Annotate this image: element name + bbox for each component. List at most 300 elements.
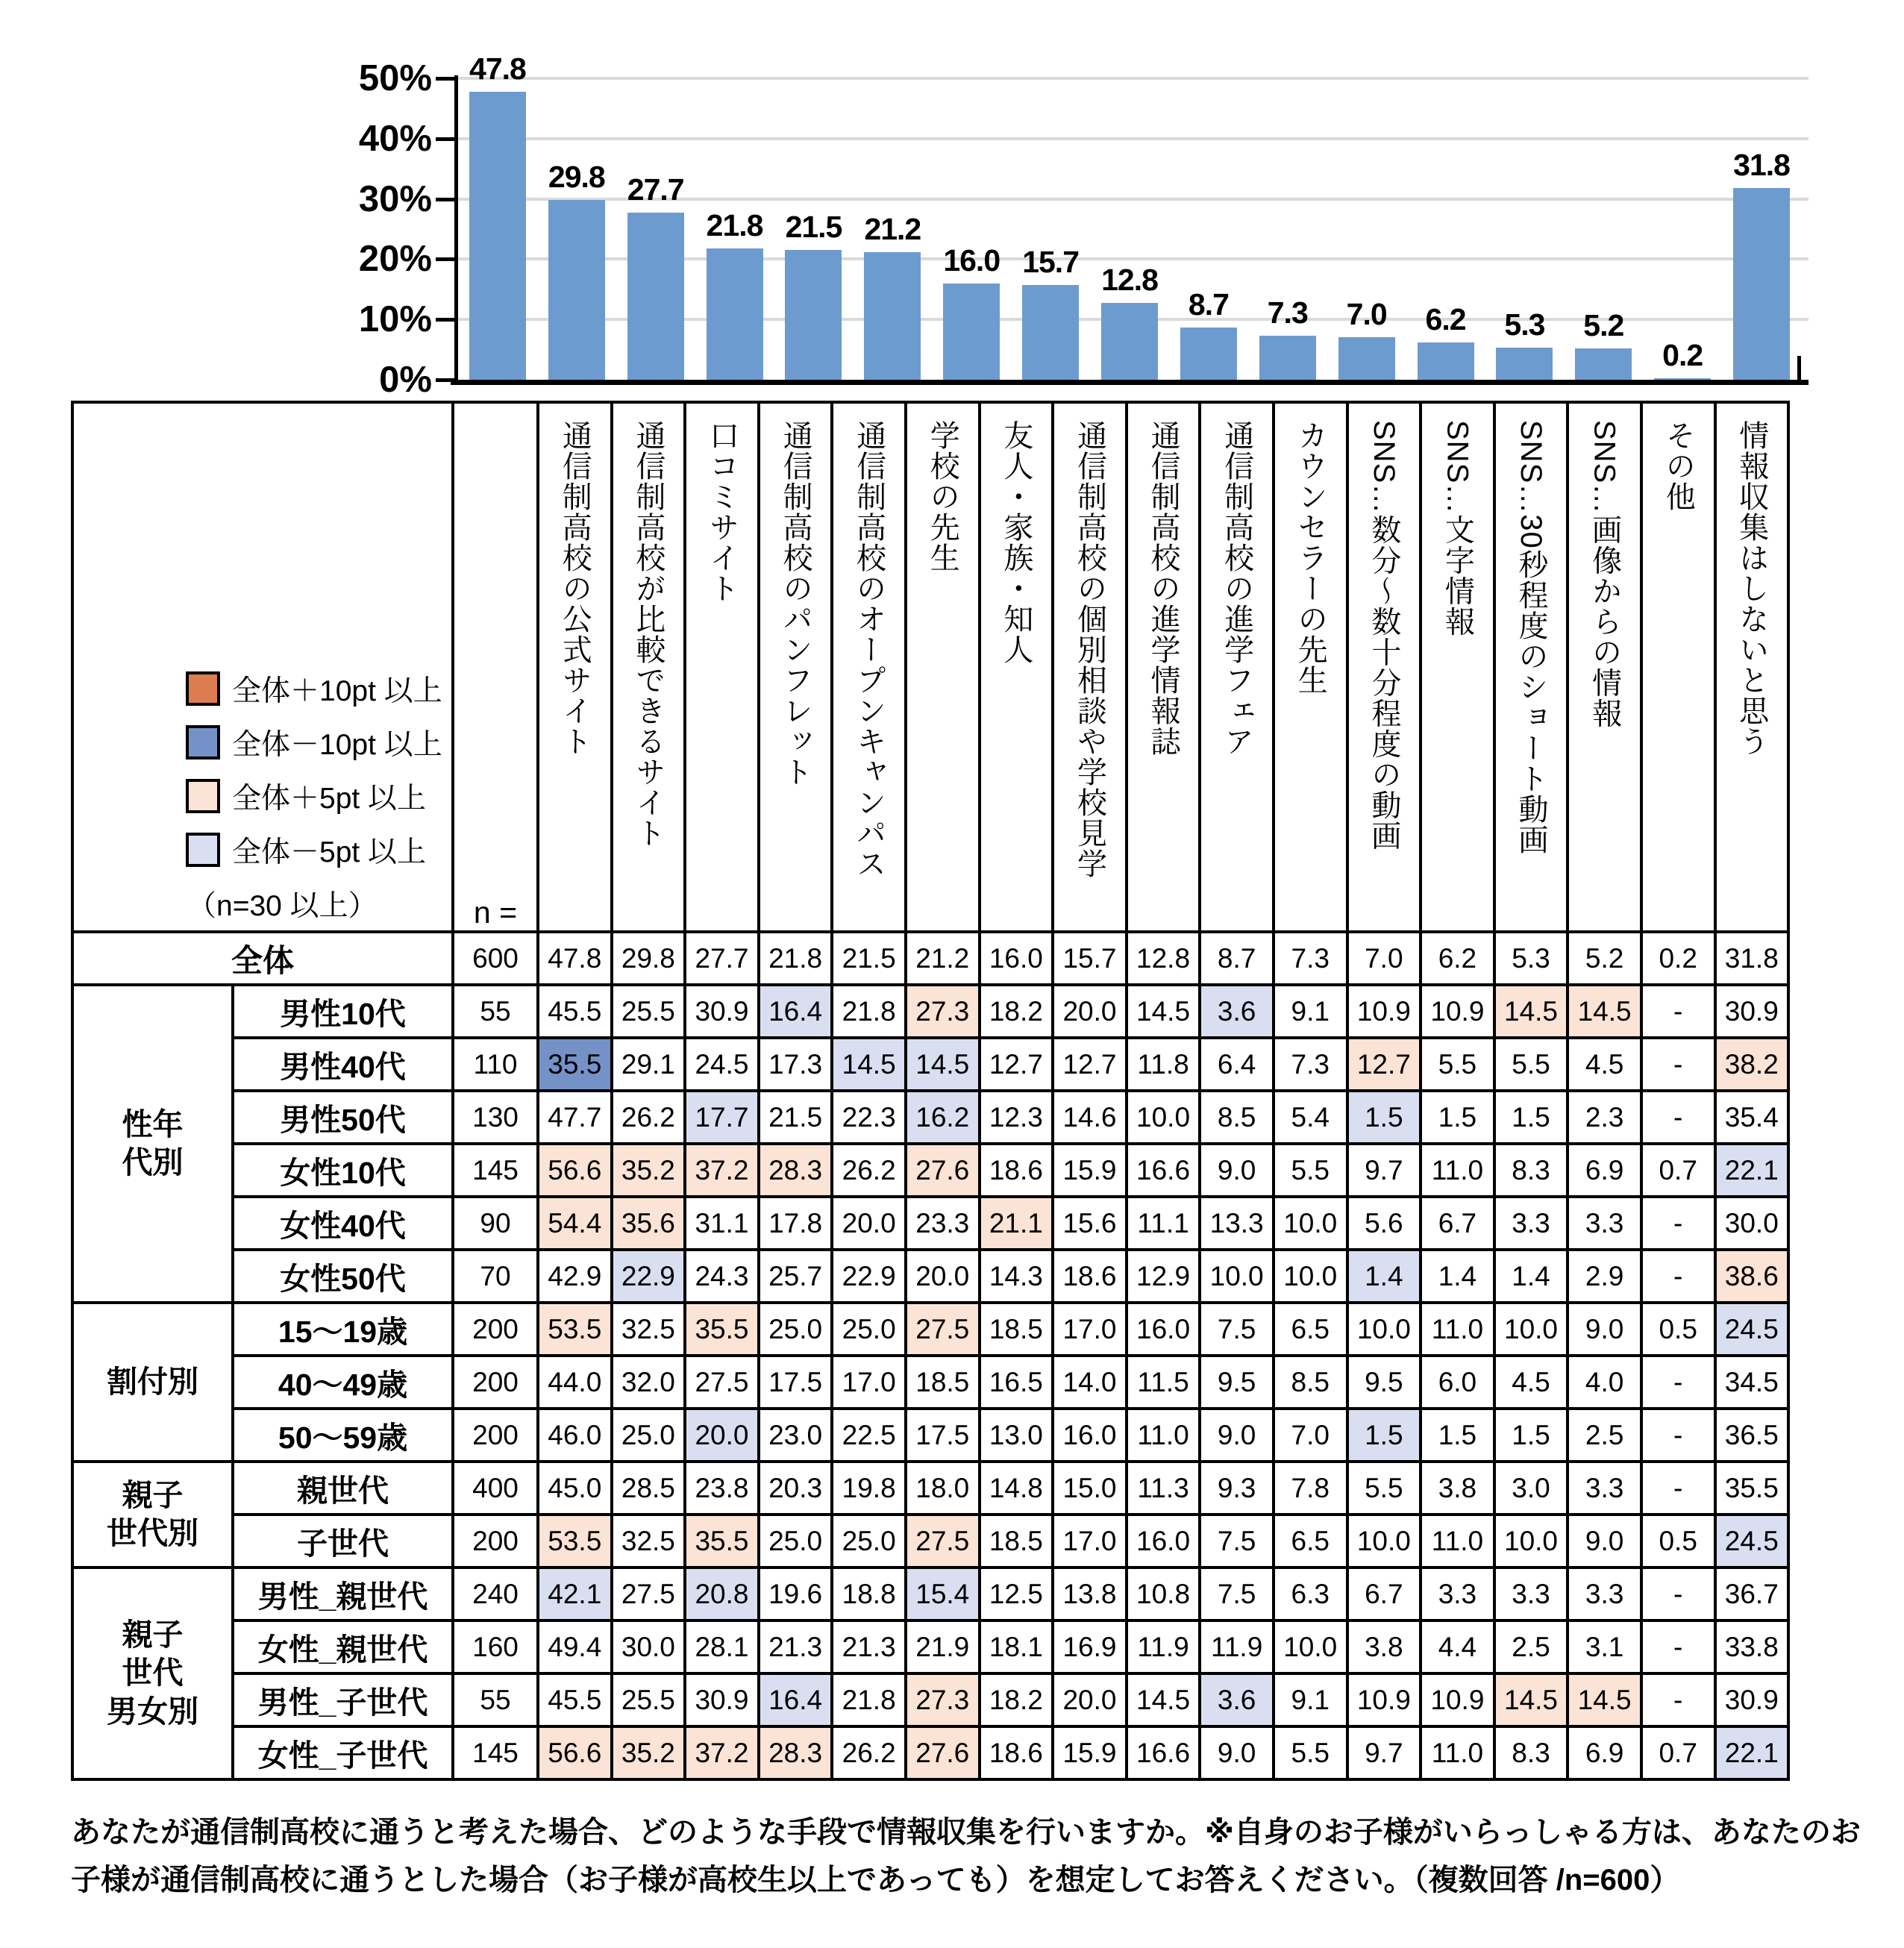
value-cell: 10.9 — [1421, 1673, 1494, 1726]
value-cell: 6.2 — [1421, 932, 1494, 985]
row-label-cell: 男性10代 — [233, 985, 453, 1038]
value-cell: 10.9 — [1347, 1673, 1421, 1726]
value-cell: 47.8 — [538, 932, 612, 985]
y-axis-label: 50% — [358, 58, 432, 98]
value-cell: 25.0 — [612, 1409, 686, 1462]
column-header-text: 友人・家族・知人 — [999, 420, 1033, 665]
value-cell: - — [1641, 1462, 1715, 1515]
n-value-cell: 110 — [453, 1038, 538, 1091]
value-cell: 30.0 — [1715, 1197, 1789, 1250]
bar — [469, 92, 526, 380]
value-cell: 18.8 — [832, 1568, 906, 1620]
value-cell: 35.5 — [685, 1303, 759, 1356]
value-cell: 15.0 — [1053, 1462, 1127, 1515]
bar-value-label: 21.8 — [706, 207, 763, 242]
table-row — [72, 1197, 1788, 1250]
column-header — [538, 402, 612, 932]
column-header-text: カウンセラーの先生 — [1294, 420, 1327, 695]
bar — [1180, 328, 1237, 380]
legend-label: 全体－5pt 以上 — [232, 836, 427, 868]
y-axis-label: 10% — [358, 299, 432, 340]
value-cell: 23.8 — [685, 1462, 759, 1515]
value-cell: - — [1641, 1197, 1715, 1250]
value-cell: 26.2 — [832, 1144, 906, 1197]
value-cell: 30.9 — [1715, 985, 1789, 1038]
value-cell: - — [1641, 1356, 1715, 1409]
value-cell: 8.3 — [1494, 1726, 1568, 1779]
value-cell: 5.5 — [1421, 1038, 1494, 1091]
table-row — [72, 1726, 1788, 1779]
x-axis-endcap — [1797, 356, 1801, 380]
y-axis-tick — [436, 378, 458, 382]
value-cell: 11.0 — [1421, 1726, 1494, 1779]
value-cell: 34.5 — [1715, 1356, 1789, 1409]
value-cell: 21.3 — [759, 1620, 833, 1673]
value-cell: 16.2 — [906, 1091, 980, 1144]
bar-value-label: 15.7 — [1022, 245, 1080, 280]
column-header — [1053, 402, 1127, 932]
value-cell: 18.6 — [980, 1144, 1053, 1197]
legend-cell — [72, 402, 453, 932]
value-cell: 21.8 — [832, 1673, 906, 1726]
value-cell: 10.9 — [1421, 985, 1494, 1038]
value-cell: 6.3 — [1274, 1568, 1347, 1620]
value-cell: 11.3 — [1127, 1462, 1200, 1515]
value-cell: 12.5 — [980, 1568, 1053, 1620]
value-cell: 44.0 — [538, 1356, 612, 1409]
value-cell: 18.5 — [980, 1515, 1053, 1568]
value-cell: 15.4 — [906, 1568, 980, 1620]
value-cell: 1.4 — [1347, 1250, 1421, 1303]
n-value-cell: 200 — [453, 1515, 538, 1568]
value-cell: 35.2 — [612, 1726, 686, 1779]
bar — [548, 200, 605, 380]
bar — [1259, 336, 1316, 380]
value-cell: 27.6 — [906, 1726, 980, 1779]
grid-line — [458, 137, 1809, 140]
y-axis-tick — [436, 137, 458, 141]
value-cell: 20.0 — [685, 1409, 759, 1462]
value-cell: 38.6 — [1715, 1250, 1789, 1303]
legend-swatch — [186, 671, 220, 706]
value-cell: 22.9 — [612, 1250, 686, 1303]
value-cell: 16.9 — [1053, 1620, 1127, 1673]
value-cell: 10.0 — [1347, 1303, 1421, 1356]
group-label-cell: 性年 代別 — [72, 985, 233, 1303]
y-axis-tick — [436, 318, 458, 322]
y-axis-label: 30% — [358, 178, 432, 219]
legend-label: 全体＋10pt 以上 — [232, 675, 442, 707]
value-cell: 3.3 — [1568, 1568, 1641, 1620]
value-cell: 10.9 — [1347, 985, 1421, 1038]
value-cell: 18.1 — [980, 1620, 1053, 1673]
column-header-text: SNS…文字情報 — [1441, 420, 1474, 637]
bar-value-label: 12.8 — [1101, 262, 1158, 297]
table-row — [72, 1303, 1788, 1356]
n-value-cell: 200 — [453, 1409, 538, 1462]
value-cell: 21.2 — [906, 932, 980, 985]
value-cell: 1.5 — [1494, 1091, 1568, 1144]
column-header — [685, 402, 759, 932]
bar-value-label: 16.0 — [943, 242, 1000, 278]
value-cell: 14.3 — [980, 1250, 1053, 1303]
value-cell: 9.0 — [1568, 1303, 1641, 1356]
value-cell: 25.0 — [759, 1303, 833, 1356]
value-cell: 8.5 — [1200, 1091, 1274, 1144]
value-cell: 5.5 — [1274, 1144, 1347, 1197]
column-header — [1274, 402, 1347, 932]
value-cell: 35.5 — [538, 1038, 612, 1091]
bar-plot — [358, 51, 1801, 400]
table-row — [72, 1673, 1788, 1726]
table-row — [72, 1091, 1788, 1144]
row-label-cell: 親世代 — [233, 1462, 453, 1515]
value-cell: 32.0 — [612, 1356, 686, 1409]
column-header — [1200, 402, 1274, 932]
row-label-cell: 女性10代 — [233, 1144, 453, 1197]
value-cell: 18.2 — [980, 1673, 1053, 1726]
value-cell: 14.5 — [1494, 1673, 1568, 1726]
value-cell: 31.1 — [685, 1197, 759, 1250]
value-cell: 14.5 — [1127, 1673, 1200, 1726]
value-cell: 5.2 — [1568, 932, 1641, 985]
value-cell: 16.4 — [759, 1673, 833, 1726]
value-cell: 9.0 — [1200, 1409, 1274, 1462]
value-cell: 3.3 — [1568, 1462, 1641, 1515]
row-label-cell: 40～49歳 — [233, 1356, 453, 1409]
bar-value-label: 0.2 — [1662, 338, 1703, 373]
value-cell: 14.5 — [1568, 1673, 1641, 1726]
value-cell: 17.5 — [906, 1409, 980, 1462]
value-cell: 1.5 — [1421, 1091, 1494, 1144]
value-cell: 42.9 — [538, 1250, 612, 1303]
value-cell: 20.3 — [759, 1462, 833, 1515]
value-cell: 0.5 — [1641, 1303, 1715, 1356]
caption-line-2: 子様が通信制高校に通うとした場合（お子様が高校生以上であっても）を想定してお答えください。（複数回答 /n=600） — [71, 1864, 1680, 1897]
value-cell: 18.6 — [1053, 1250, 1127, 1303]
column-header — [906, 402, 980, 932]
bar — [1022, 285, 1079, 380]
value-cell: 21.3 — [832, 1620, 906, 1673]
value-cell: 16.5 — [980, 1356, 1053, 1409]
value-cell: 17.0 — [1053, 1515, 1127, 1568]
n-value-cell: 145 — [453, 1144, 538, 1197]
value-cell: 10.0 — [1494, 1515, 1568, 1568]
group-label-cell: 親子 世代別 — [72, 1462, 233, 1568]
value-cell: 53.5 — [538, 1303, 612, 1356]
column-header-text: 情報収集はしないと思う — [1735, 420, 1768, 757]
value-cell: 35.6 — [612, 1197, 686, 1250]
value-cell: 38.2 — [1715, 1038, 1789, 1091]
bar-value-label: 5.3 — [1504, 307, 1545, 342]
bar — [1418, 342, 1474, 380]
row-label-cell: 女性_親世代 — [233, 1620, 453, 1673]
bar-value-label: 7.3 — [1267, 295, 1308, 331]
value-cell: 18.6 — [980, 1726, 1053, 1779]
value-cell: 45.5 — [538, 985, 612, 1038]
value-cell: 11.0 — [1127, 1409, 1200, 1462]
value-cell: 1.4 — [1421, 1250, 1494, 1303]
legend — [186, 668, 451, 924]
value-cell: 3.8 — [1347, 1620, 1421, 1673]
table-row — [72, 1144, 1788, 1197]
value-cell: 9.5 — [1200, 1356, 1274, 1409]
bar — [627, 213, 684, 380]
value-cell: 46.0 — [538, 1409, 612, 1462]
value-cell: 1.5 — [1347, 1091, 1421, 1144]
value-cell: 4.4 — [1421, 1620, 1494, 1673]
value-cell: 15.7 — [1053, 932, 1127, 985]
value-cell: 11.8 — [1127, 1038, 1200, 1091]
value-cell: 10.0 — [1274, 1197, 1347, 1250]
value-cell: 25.0 — [759, 1515, 833, 1568]
value-cell: 53.5 — [538, 1515, 612, 1568]
row-label-cell: 女性_子世代 — [233, 1726, 453, 1779]
value-cell: 20.0 — [906, 1250, 980, 1303]
column-header-text: 通信制高校の進学フェア — [1220, 420, 1253, 757]
value-cell: 11.0 — [1421, 1515, 1494, 1568]
bar-value-label: 8.7 — [1188, 286, 1229, 322]
n-value-cell: 90 — [453, 1197, 538, 1250]
table-row — [72, 1620, 1788, 1673]
column-header — [612, 402, 686, 932]
table-row — [72, 1515, 1788, 1568]
value-cell: 12.9 — [1127, 1250, 1200, 1303]
bar-value-label: 21.5 — [785, 210, 842, 245]
value-cell: 49.4 — [538, 1620, 612, 1673]
bar — [1338, 337, 1395, 380]
column-header-text: 通信制高校が比較できるサイト — [631, 420, 665, 848]
value-cell: 7.5 — [1200, 1303, 1274, 1356]
value-cell: 6.9 — [1568, 1726, 1641, 1779]
table-header-row — [72, 402, 1788, 932]
value-cell: 2.5 — [1494, 1620, 1568, 1673]
value-cell: 8.5 — [1274, 1356, 1347, 1409]
value-cell: 8.3 — [1494, 1144, 1568, 1197]
value-cell: 16.0 — [980, 932, 1053, 985]
value-cell: 32.5 — [612, 1515, 686, 1568]
y-axis-label: 20% — [358, 239, 432, 280]
caption-line-1: あなたが通信制高校に通うと考えた場合、どのような手段で情報収集を行いますか。※自身のお子様がいらっしゃる方は、あなたのお — [71, 1816, 1861, 1849]
value-cell: 12.7 — [980, 1038, 1053, 1091]
value-cell: - — [1641, 985, 1715, 1038]
value-cell: 35.4 — [1715, 1091, 1789, 1144]
group-label-cell: 親子 世代 男女別 — [72, 1568, 233, 1779]
value-cell: 6.5 — [1274, 1515, 1347, 1568]
value-cell: 14.5 — [1494, 985, 1568, 1038]
value-cell: 27.5 — [612, 1568, 686, 1620]
x-axis-line — [451, 380, 1809, 385]
value-cell: 3.6 — [1200, 1673, 1274, 1726]
column-header-text: 通信制高校の進学情報誌 — [1147, 420, 1180, 757]
value-cell: 5.5 — [1347, 1462, 1421, 1515]
n-value-cell: 130 — [453, 1091, 538, 1144]
column-header-text: SNS…画像からの情報 — [1588, 420, 1621, 729]
value-cell: 56.6 — [538, 1726, 612, 1779]
value-cell: 7.3 — [1274, 1038, 1347, 1091]
value-cell: 36.7 — [1715, 1568, 1789, 1620]
n-header-cell: n = — [453, 402, 538, 932]
value-cell: 28.3 — [759, 1144, 833, 1197]
value-cell: 6.5 — [1274, 1303, 1347, 1356]
value-cell: 10.0 — [1127, 1091, 1200, 1144]
column-header-text: 通信制高校のパンフレット — [779, 420, 812, 787]
value-cell: 35.5 — [1715, 1462, 1789, 1515]
group-label-cell: 割付別 — [72, 1303, 233, 1462]
n-value-cell: 240 — [453, 1568, 538, 1620]
value-cell: 9.1 — [1274, 985, 1347, 1038]
table-row — [72, 1462, 1788, 1515]
value-cell: 25.5 — [612, 1673, 686, 1726]
value-cell: 28.5 — [612, 1462, 686, 1515]
value-cell: 26.2 — [612, 1091, 686, 1144]
value-cell: 11.0 — [1421, 1303, 1494, 1356]
value-cell: 21.9 — [906, 1620, 980, 1673]
value-cell: 11.5 — [1127, 1356, 1200, 1409]
column-header — [1641, 402, 1715, 932]
value-cell: 16.6 — [1127, 1144, 1200, 1197]
value-cell: 27.6 — [906, 1144, 980, 1197]
value-cell: 10.8 — [1127, 1568, 1200, 1620]
column-header — [1715, 402, 1789, 932]
value-cell: 28.3 — [759, 1726, 833, 1779]
legend-label: 全体－10pt 以上 — [232, 729, 442, 761]
value-cell: 37.2 — [685, 1726, 759, 1779]
value-cell: 18.5 — [906, 1356, 980, 1409]
legend-note: （n=30 以上） — [187, 890, 378, 922]
value-cell: 24.5 — [1715, 1515, 1789, 1568]
row-label-cell: 男性_子世代 — [233, 1673, 453, 1726]
value-cell: 12.7 — [1347, 1038, 1421, 1091]
legend-label: 全体＋5pt 以上 — [232, 783, 427, 815]
value-cell: 30.9 — [685, 1673, 759, 1726]
value-cell: 24.3 — [685, 1250, 759, 1303]
column-header-text: 口コミサイト — [705, 420, 739, 604]
value-cell: 3.6 — [1200, 985, 1274, 1038]
value-cell: 11.9 — [1127, 1620, 1200, 1673]
value-cell: 18.0 — [906, 1462, 980, 1515]
n-value-cell: 400 — [453, 1462, 538, 1515]
row-label-cell: 15～19歳 — [233, 1303, 453, 1356]
value-cell: 31.8 — [1715, 932, 1789, 985]
value-cell: 5.5 — [1274, 1726, 1347, 1779]
value-cell: 6.9 — [1568, 1144, 1641, 1197]
value-cell: 3.8 — [1421, 1462, 1494, 1515]
value-cell: 6.7 — [1421, 1197, 1494, 1250]
n-value-cell: 200 — [453, 1303, 538, 1356]
table-row — [72, 1250, 1788, 1303]
value-cell: 22.3 — [832, 1091, 906, 1144]
row-label-cell: 子世代 — [233, 1515, 453, 1568]
value-cell: 4.5 — [1568, 1038, 1641, 1091]
value-cell: 32.5 — [612, 1303, 686, 1356]
value-cell: 9.7 — [1347, 1726, 1421, 1779]
column-header — [1347, 402, 1421, 932]
value-cell: 10.0 — [1347, 1515, 1421, 1568]
row-label-cell: 女性50代 — [233, 1250, 453, 1303]
y-axis-label: 0% — [379, 360, 432, 400]
value-cell: 16.4 — [759, 985, 833, 1038]
value-cell: 10.0 — [1274, 1620, 1347, 1673]
value-cell: 47.7 — [538, 1091, 612, 1144]
value-cell: 17.8 — [759, 1197, 833, 1250]
value-cell: 25.0 — [832, 1515, 906, 1568]
value-cell: - — [1641, 1620, 1715, 1673]
row-label-cell: 男性40代 — [233, 1038, 453, 1091]
value-cell: 3.3 — [1421, 1568, 1494, 1620]
value-cell: 5.3 — [1494, 932, 1568, 985]
n-value-cell: 55 — [453, 985, 538, 1038]
value-cell: 21.8 — [832, 985, 906, 1038]
value-cell: 16.0 — [1053, 1409, 1127, 1462]
value-cell: 27.5 — [906, 1515, 980, 1568]
value-cell: 19.6 — [759, 1568, 833, 1620]
value-cell: 9.3 — [1200, 1462, 1274, 1515]
value-cell: 33.8 — [1715, 1620, 1789, 1673]
value-cell: 27.5 — [685, 1356, 759, 1409]
value-cell: 10.0 — [1274, 1250, 1347, 1303]
table-row — [72, 932, 1788, 985]
value-cell: 25.0 — [832, 1303, 906, 1356]
caption — [71, 1808, 1899, 1904]
legend-item — [186, 668, 451, 710]
legend-swatch — [186, 833, 220, 867]
row-label-cell: 女性40代 — [233, 1197, 453, 1250]
value-cell: 54.4 — [538, 1197, 612, 1250]
value-cell: 27.5 — [906, 1303, 980, 1356]
value-cell: 16.0 — [1127, 1303, 1200, 1356]
value-cell: 15.6 — [1053, 1197, 1127, 1250]
value-cell: 4.0 — [1568, 1356, 1641, 1409]
value-cell: 21.5 — [759, 1091, 833, 1144]
value-cell: 15.9 — [1053, 1144, 1127, 1197]
value-cell: 0.2 — [1641, 932, 1715, 985]
column-header-text: SNS…数分～数十分程度の動画 — [1367, 420, 1400, 851]
bar-value-label: 21.2 — [864, 211, 921, 246]
value-cell: 56.6 — [538, 1144, 612, 1197]
value-cell: 25.5 — [612, 985, 686, 1038]
value-cell: 22.9 — [832, 1250, 906, 1303]
value-cell: 2.9 — [1568, 1250, 1641, 1303]
value-cell: 36.5 — [1715, 1409, 1789, 1462]
legend-item — [186, 775, 451, 817]
value-cell: 9.5 — [1347, 1356, 1421, 1409]
value-cell: 35.2 — [612, 1144, 686, 1197]
legend-item — [186, 721, 451, 763]
value-cell: 3.3 — [1568, 1197, 1641, 1250]
value-cell: 37.2 — [685, 1144, 759, 1197]
value-cell: - — [1641, 1673, 1715, 1726]
value-cell: 4.5 — [1494, 1356, 1568, 1409]
column-header-text: 学校の先生 — [926, 420, 959, 573]
value-cell: 22.5 — [832, 1409, 906, 1462]
column-header-text: 通信制高校の個別相談や学校見学 — [1073, 420, 1106, 879]
value-cell: 17.0 — [1053, 1303, 1127, 1356]
value-cell: 29.8 — [612, 932, 686, 985]
bar — [943, 284, 1000, 380]
column-header-text: その他 — [1662, 420, 1695, 512]
value-cell: 14.6 — [1053, 1091, 1127, 1144]
y-axis-line — [454, 75, 458, 383]
value-cell: 10.0 — [1200, 1250, 1274, 1303]
value-cell: 35.5 — [685, 1515, 759, 1568]
column-header — [1568, 402, 1641, 932]
value-cell: - — [1641, 1091, 1715, 1144]
value-cell: 3.1 — [1568, 1620, 1641, 1673]
value-cell: 16.6 — [1127, 1726, 1200, 1779]
column-header — [759, 402, 833, 932]
value-cell: 21.5 — [832, 932, 906, 985]
